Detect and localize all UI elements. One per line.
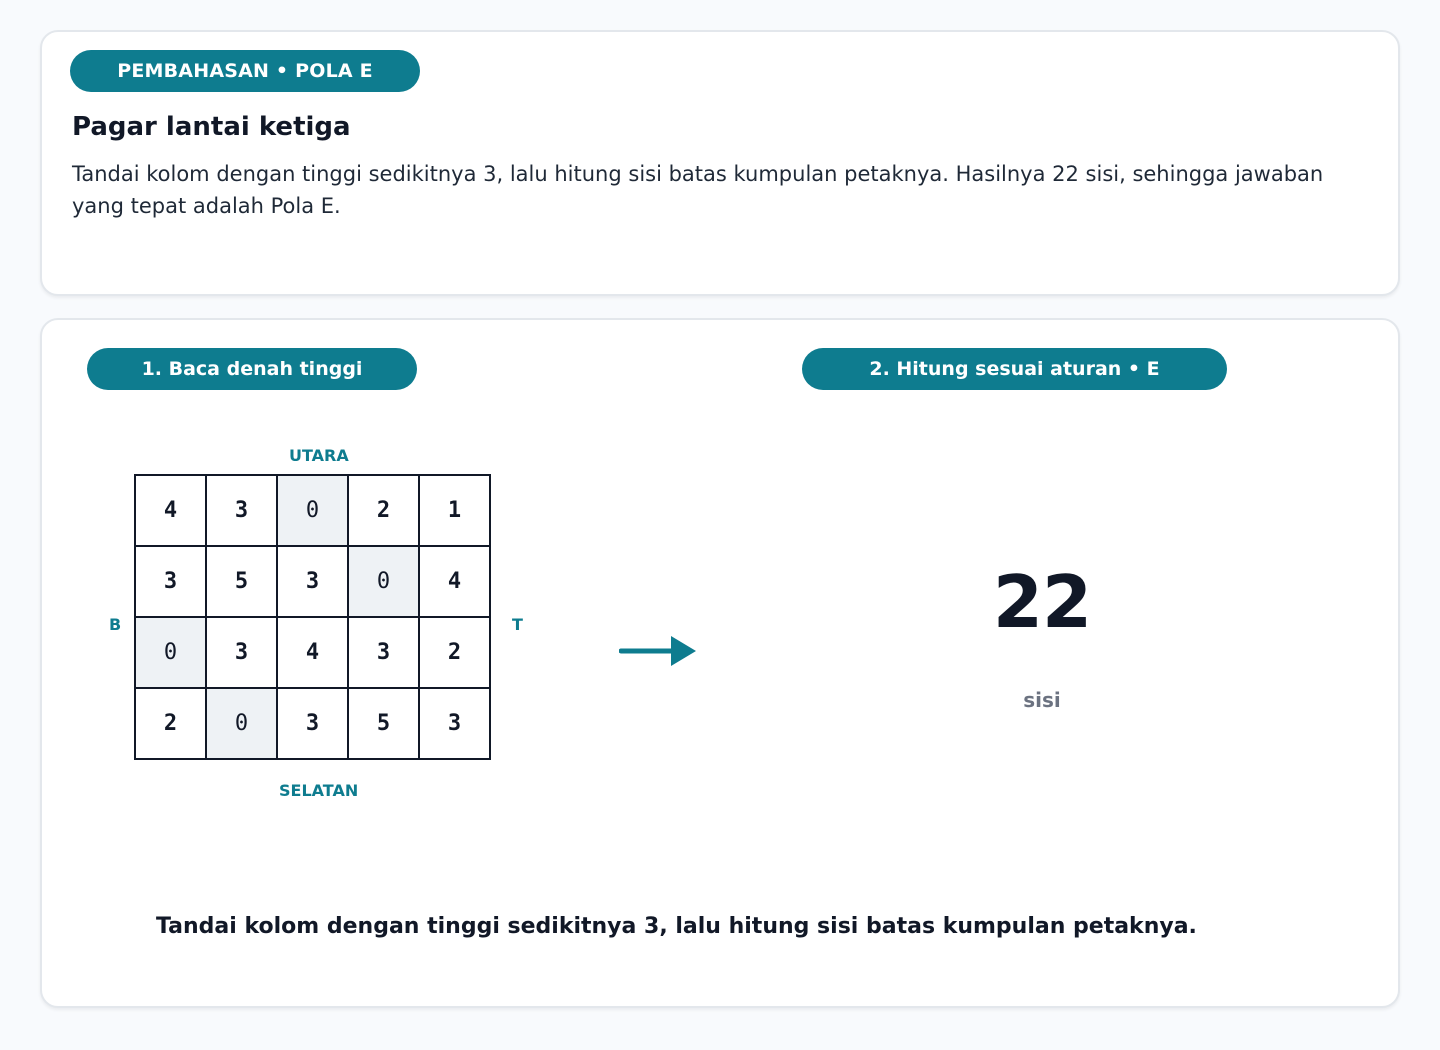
grid-cell: 2	[135, 688, 206, 759]
grid-cell: 3	[277, 688, 348, 759]
grid-row	[135, 546, 490, 617]
grid-cell: 3	[348, 617, 419, 688]
grid-cell: 5	[348, 688, 419, 759]
result-unit: sisi	[1023, 688, 1061, 712]
height-map-grid	[134, 474, 491, 760]
compass-east-label: T	[512, 615, 523, 634]
card-description: Tandai kolom dengan tinggi sedikitnya 3, lalu hitung sisi batas kumpulan petaknya. Hasilnya 22 sisi, sehingga jawaban yang tepat adalah Pola E.	[72, 162, 1324, 218]
pattern-badge: PEMBAHASAN • POLA E	[70, 50, 420, 92]
card-title: Pagar lantai ketiga	[72, 112, 351, 142]
explanation-card	[40, 30, 1400, 296]
step-instruction: Tandai kolom dengan tinggi sedikitnya 3, lalu hitung sisi batas kumpulan petaknya.	[156, 914, 1197, 939]
compass-south-label: SELATAN	[279, 781, 359, 800]
step2-badge: 2. Hitung sesuai aturan • E	[802, 348, 1227, 390]
grid-cell: 2	[348, 475, 419, 546]
grid-cell: 3	[135, 546, 206, 617]
grid-cell: 3	[277, 546, 348, 617]
compass-north-label: UTARA	[289, 446, 349, 465]
grid-row	[135, 475, 490, 546]
grid-cell: 0	[277, 475, 348, 546]
grid-cell: 2	[419, 617, 490, 688]
grid-cell: 0	[348, 546, 419, 617]
grid-cell: 4	[419, 546, 490, 617]
grid-cell: 3	[419, 688, 490, 759]
grid-cell: 4	[135, 475, 206, 546]
grid-row	[135, 617, 490, 688]
grid-cell: 4	[277, 617, 348, 688]
result-count: 22	[992, 560, 1092, 644]
grid-cell: 0	[135, 617, 206, 688]
grid-row	[135, 688, 490, 759]
step1-badge: 1. Baca denah tinggi	[87, 348, 417, 390]
grid-cell: 3	[206, 617, 277, 688]
grid-cell: 3	[206, 475, 277, 546]
steps-card	[40, 318, 1400, 1008]
grid-cell: 0	[206, 688, 277, 759]
grid-cell: 1	[419, 475, 490, 546]
arrow-right-icon	[619, 633, 699, 669]
grid-cell: 5	[206, 546, 277, 617]
compass-west-label: B	[109, 615, 122, 634]
